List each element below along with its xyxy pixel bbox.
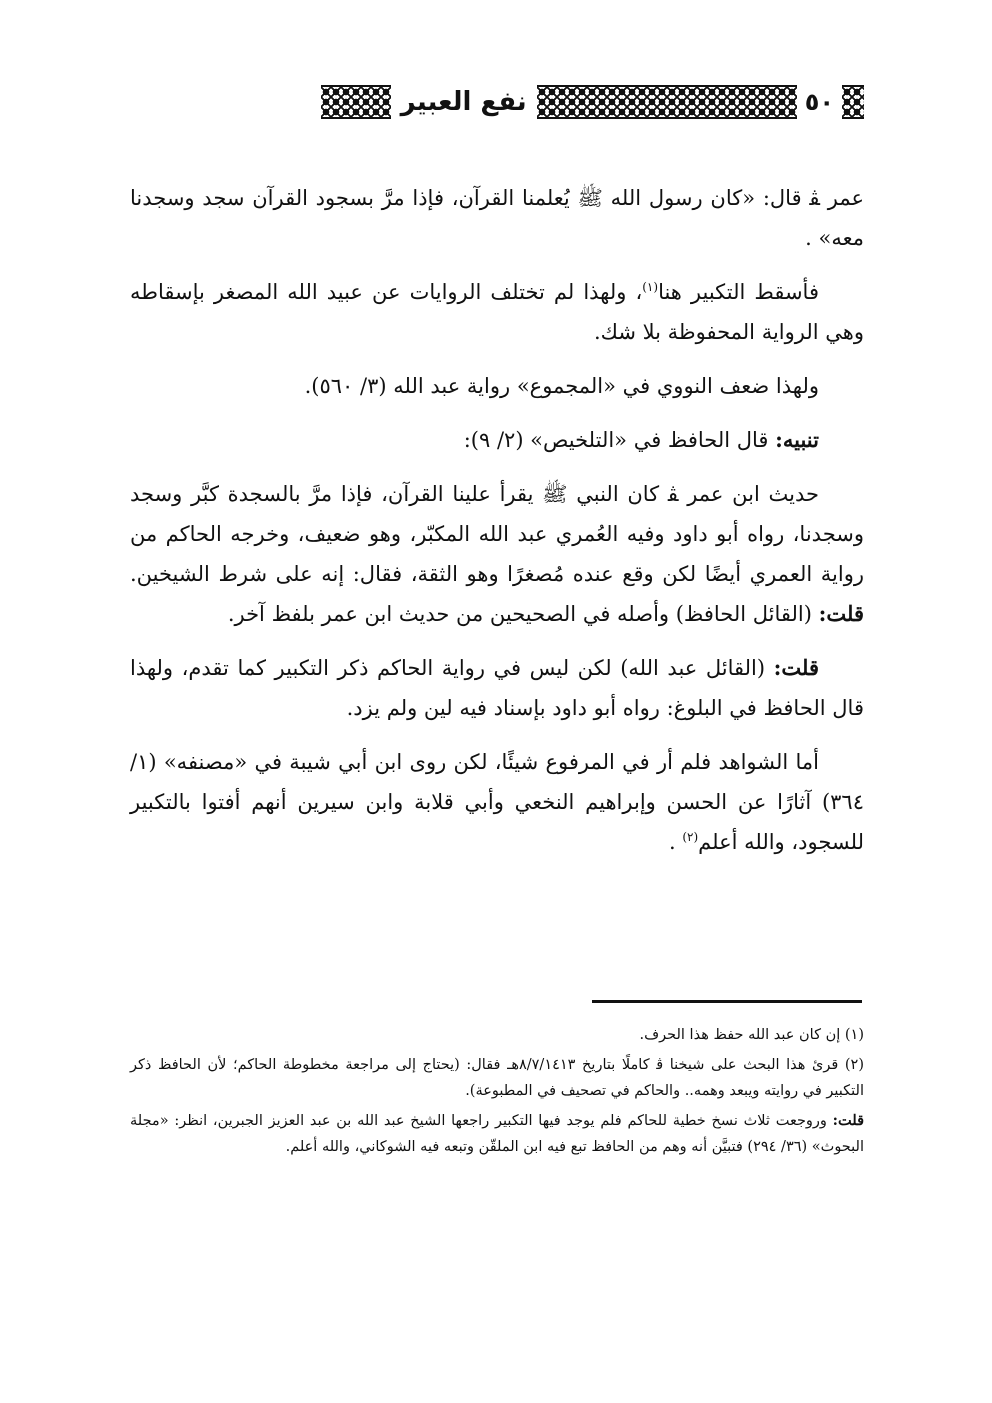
text-run: . bbox=[668, 830, 683, 854]
page-header bbox=[130, 84, 864, 120]
footnote-ref: (١) bbox=[642, 280, 659, 294]
text-run: ولهذا ضعف النووي في «المجموع» رواية عبد الله (٣/ ٥٦٠). bbox=[304, 374, 819, 398]
text-run: قال الحافظ في «التلخيص» (٢/ ٩): bbox=[463, 428, 776, 452]
text-run: (القائل عبد الله) لكن ليس في رواية الحاكم ذكر التكبير كما تقدم، ولهذا قال الحافظ في البلوغ: رواه أبو داود بإسناد فيه لين ولم يزد. bbox=[130, 656, 864, 720]
bold-label: قلت: bbox=[832, 1112, 864, 1129]
paragraph-p2 bbox=[130, 272, 864, 352]
ornament-border bbox=[537, 85, 797, 119]
page-number: ٥٠ bbox=[804, 88, 834, 116]
footnote-f2 bbox=[130, 1052, 864, 1104]
footnotes bbox=[130, 1022, 864, 1160]
text-run: (١) إن كان عبد الله حفظ هذا الحرف. bbox=[639, 1027, 864, 1043]
text-run: أما الشواهد فلم أر في المرفوع شيئًا، لكن روى ابن أبي شيبة في «مصنفه» (١/ ٣٦٤) آثارًا عن الحسن وإبراهيم النخعي وأبي قلابة وابن سيرين أنهم أفتوا بالتكبير للسجود، والله أعلم bbox=[130, 750, 864, 854]
text-run: فأسقط التكبير هنا bbox=[658, 280, 819, 304]
footnote-ref: (٢) bbox=[682, 830, 699, 844]
text-run: حديث ابن عمر ﭭ كان النبي ﷺ يقرأ علينا القرآن، فإذا مرَّ بالسجدة كبَّر وسجد وسجدنا، رواه أبو داود وفيه العُمري عبد الله المكبّر، وهو ضعيف، وخرجه الحاكم من رواية العمري أيضًا لكن وقع عنده مُصغرًا وهو الثقة، فقال: إنه على شرط الشيخين. bbox=[130, 482, 864, 586]
text-run: (القائل الحافظ) وأصله في الصحيحين من حديث ابن عمر بلفظ آخر. bbox=[227, 602, 819, 626]
bold-label: تنبيه: bbox=[775, 427, 819, 452]
footnote-f1 bbox=[130, 1022, 864, 1048]
paragraph-p3 bbox=[130, 366, 864, 406]
text-run: وروجعت ثلاث نسخ خطية للحاكم فلم يوجد فيها التكبير راجعها الشيخ عبد الله بن عبد العزيز الجبرين، انظر: «مجلة البحوث» (٣٦/ ٢٩٤) فتبيَّن أنه وهم من الحافظ تبع فيه ابن الملقّن وتبعه فيه الشوكاني، والله أعلم. bbox=[130, 1113, 864, 1155]
ornament-border bbox=[321, 85, 391, 119]
paragraph-p4 bbox=[130, 420, 864, 460]
paragraph-p7 bbox=[130, 742, 864, 862]
ornament-border bbox=[842, 85, 864, 119]
text-run: (٢) قرئ هذا البحث على شيخنا ﭬ كاملًا بتاريخ ٨/٧/١٤١٣هـ فقال: (يحتاج إلى مراجعة مخطوطة الحاكم؛ لأن الحافظ ذكر التكبير في روايته ويبعد وهمه.. والحاكم في تصحيف في المطبوعة). bbox=[130, 1057, 864, 1099]
text-run: عمر ﭭ قال: «كان رسول الله ﷺ يُعلمنا القرآن، فإذا مرَّ بسجود القرآن سجد وسجدنا معه» . bbox=[130, 186, 864, 250]
paragraph-p1 bbox=[130, 178, 864, 258]
text-run: ، ولهذا لم تختلف الروايات عن عبيد الله المصغر بإسقاطه وهي الرواية المحفوظة بلا شك. bbox=[130, 280, 864, 344]
paragraph-p6 bbox=[130, 648, 864, 728]
bold-label: قلت: bbox=[773, 655, 819, 680]
footnote-separator bbox=[592, 1000, 862, 1003]
bold-label: قلت: bbox=[818, 601, 864, 626]
book-title: نفع العبير bbox=[400, 87, 527, 117]
footnote-f3 bbox=[130, 1108, 864, 1160]
main-text bbox=[130, 178, 864, 876]
paragraph-p5 bbox=[130, 474, 864, 634]
